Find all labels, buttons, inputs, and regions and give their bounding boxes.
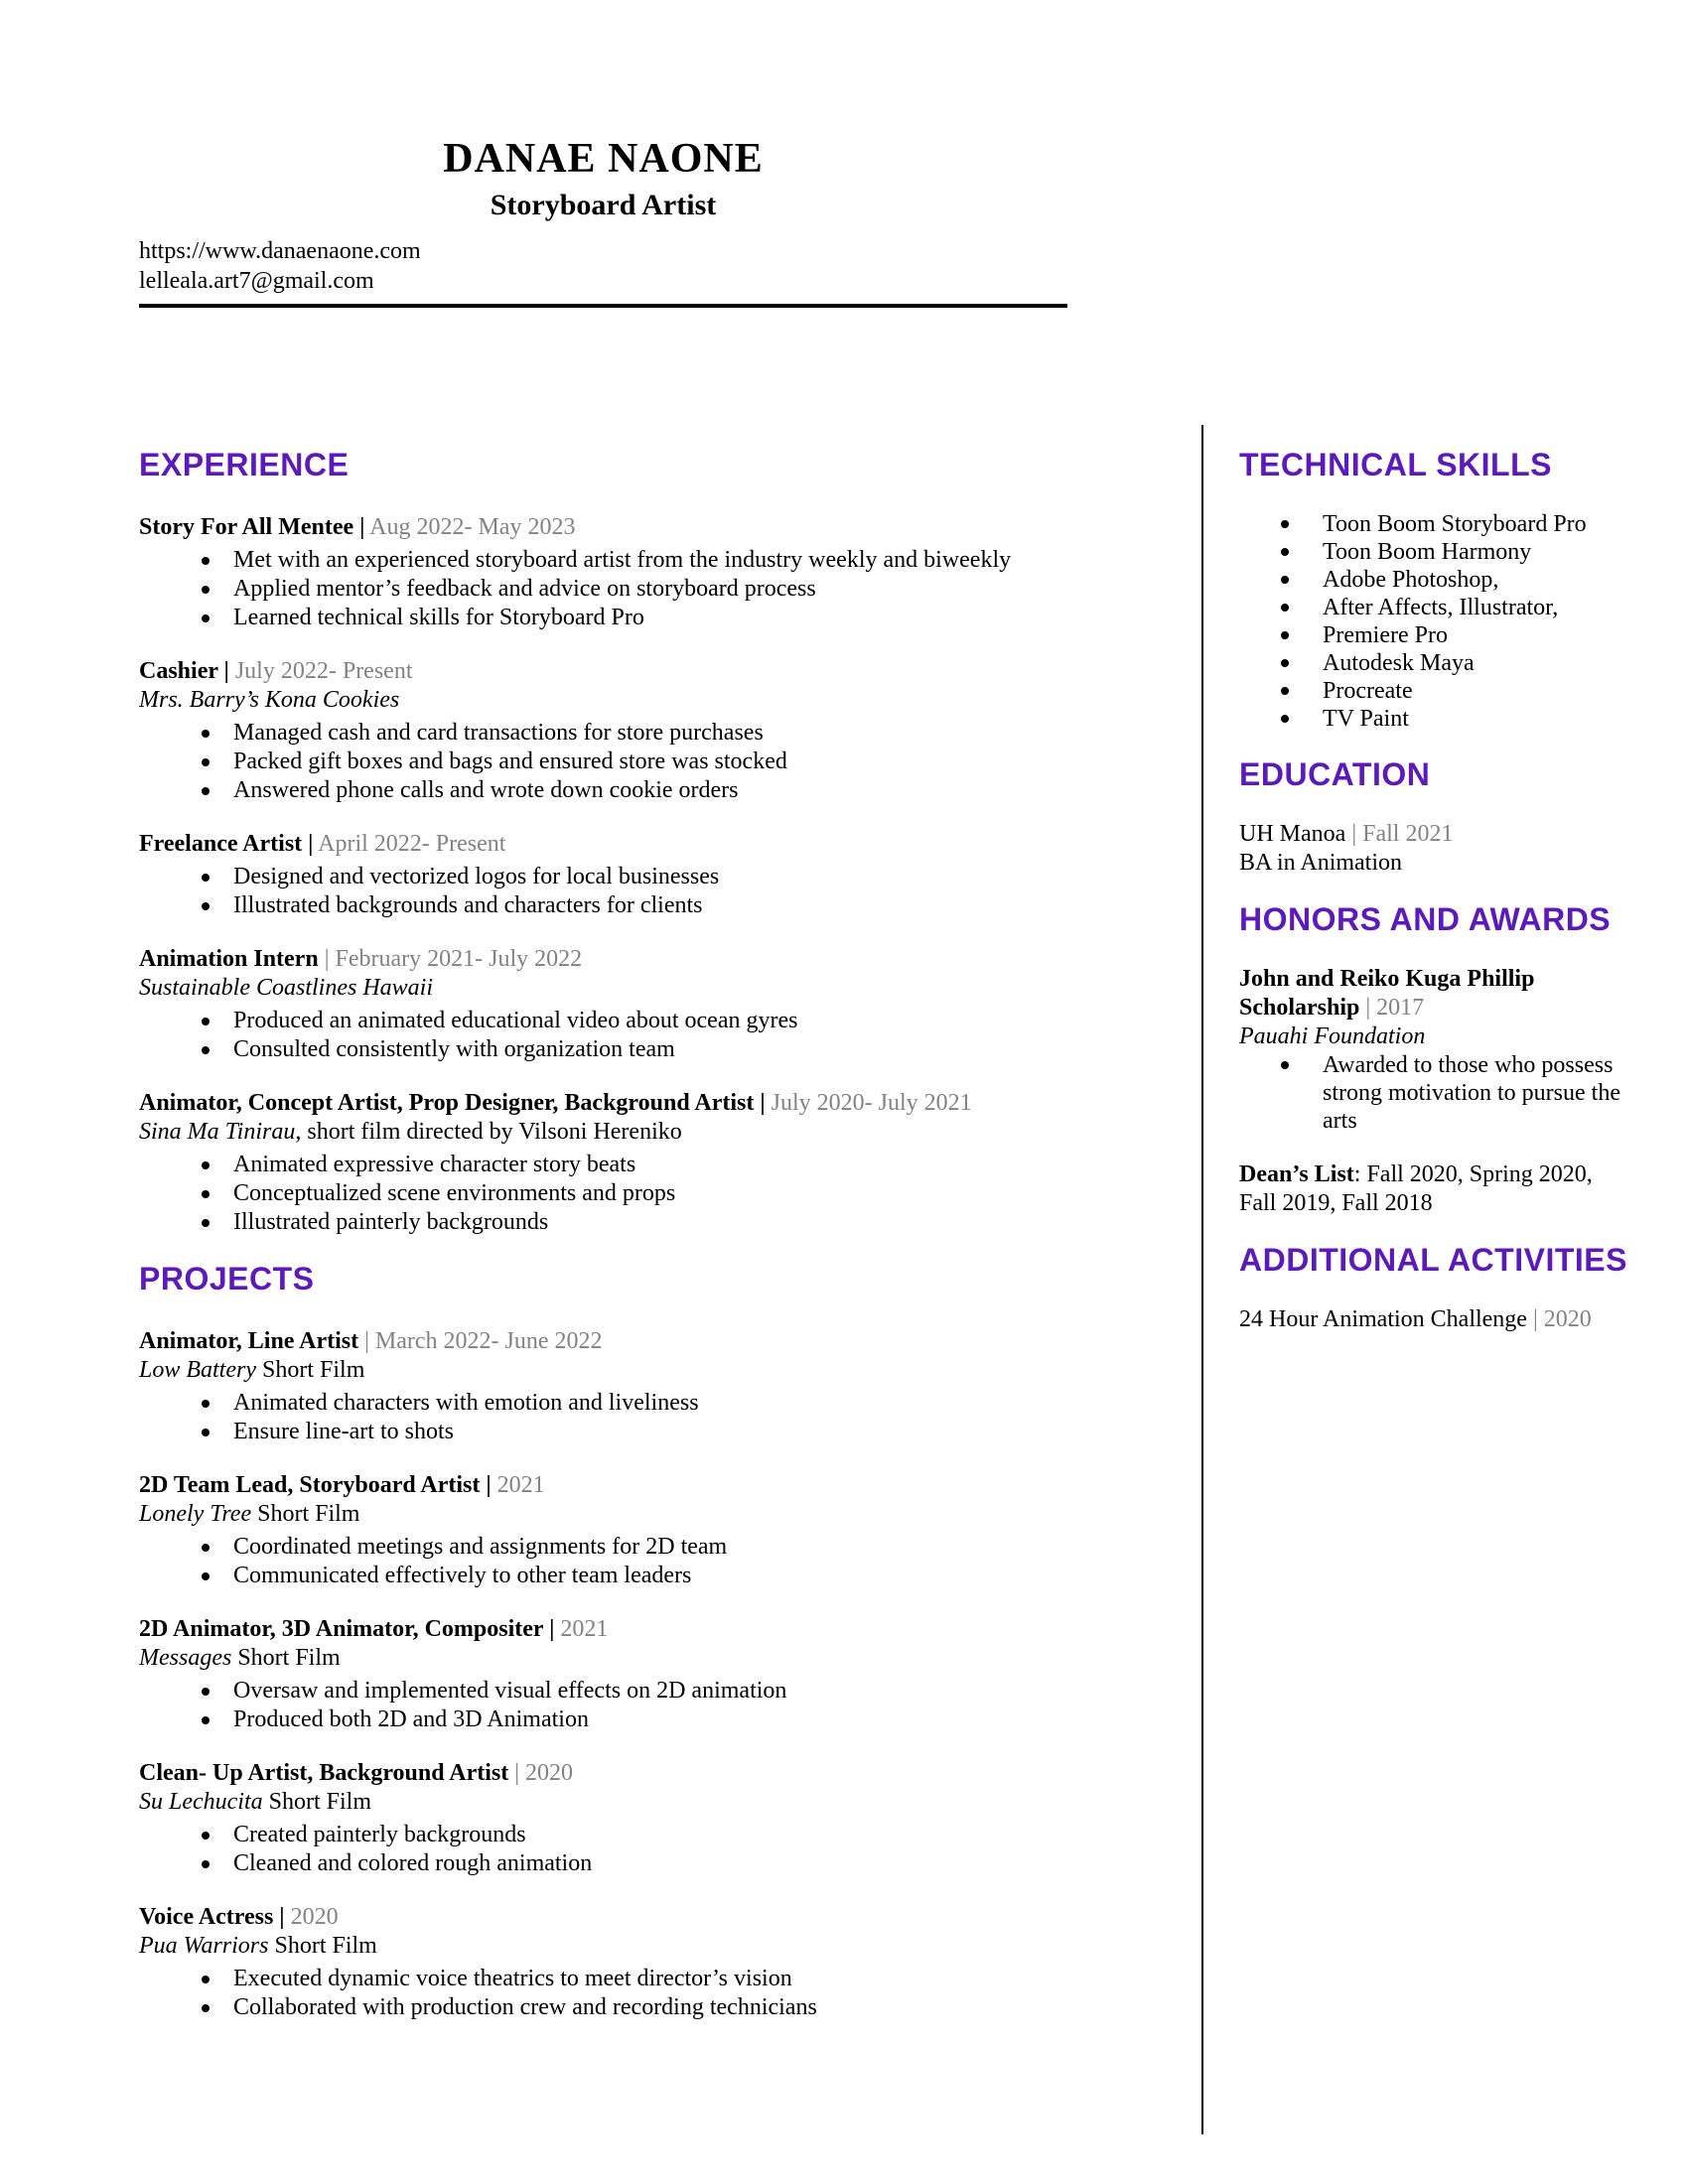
website-link[interactable]: https://www.danaenaone.com <box>139 238 421 264</box>
skill-item: Adobe Photoshop, <box>1239 566 1633 594</box>
entry-title: Animator, Concept Artist, Prop Designer, Background Artist | <box>139 1090 766 1116</box>
additional-activity-date: | 2020 <box>1532 1306 1592 1332</box>
entry-organization <box>139 1644 1157 1673</box>
entry-date: | February 2021- July 2022 <box>324 946 583 972</box>
education-degree: BA in Animation <box>1239 850 1403 876</box>
bullet-item: Ensure line-art to shots <box>139 1418 1157 1446</box>
project-entry <box>139 1902 1157 2022</box>
project-entry <box>139 1614 1157 1734</box>
entry-header <box>139 829 1157 859</box>
award-date: | 2017 <box>1365 995 1425 1021</box>
entry-header <box>139 656 1157 686</box>
candidate-job-title: Storyboard Artist <box>490 189 717 221</box>
entry-organization <box>139 974 1157 1003</box>
project-entry <box>139 1470 1157 1590</box>
skill-item: Premiere Pro <box>1239 621 1633 649</box>
entry-header <box>139 512 1157 542</box>
entry-header <box>139 1088 1157 1118</box>
bullet-list <box>139 546 1157 632</box>
bullet-item: Created painterly backgrounds <box>139 1821 1157 1849</box>
bullet-item: Met with an experienced storyboard artist from the industry weekly and biweekly <box>139 546 1157 575</box>
deans-list-terms: : Fall 2020, Spring 2020, Fall 2019, Fall 2018 <box>1239 1161 1593 1216</box>
bullet-item: Managed cash and card transactions for store purchases <box>139 719 1157 748</box>
entry-organization-name: Sina Ma Tinirau <box>139 1119 296 1145</box>
entry-date: July 2020- July 2021 <box>771 1090 972 1116</box>
bullet-item: Executed dynamic voice theatrics to meet director’s vision <box>139 1965 1157 1993</box>
bullet-item: Animated expressive character story beats <box>139 1151 1157 1179</box>
entry-date: July 2022- Present <box>234 658 413 684</box>
entry-title: Freelance Artist | <box>139 831 314 857</box>
email-link[interactable]: lelleala.art7@gmail.com <box>139 268 374 294</box>
project-entry <box>139 1326 1157 1446</box>
experience-entry <box>139 656 1157 805</box>
bullet-list <box>139 1007 1157 1064</box>
entry-organization-name: Mrs. Barry’s Kona Cookies <box>139 687 400 713</box>
bullet-list <box>139 863 1157 920</box>
entry-header <box>139 1758 1157 1788</box>
award-title-line <box>1239 965 1633 1023</box>
skill-item: After Affects, Illustrator, <box>1239 594 1633 621</box>
entry-title: Voice Actress | <box>139 1904 285 1930</box>
left-column <box>139 425 1201 2134</box>
resume-body <box>139 425 1633 2134</box>
entry-organization-rest: Short Film <box>231 1645 341 1671</box>
technical-skills-heading: TECHNICAL SKILLS <box>1239 447 1552 482</box>
bullet-list <box>139 1533 1157 1590</box>
entry-organization-name: Sustainable Coastlines Hawaii <box>139 975 434 1001</box>
right-column <box>1201 425 1633 2134</box>
bullet-item: Packed gift boxes and bags and ensured store was stocked <box>139 748 1157 776</box>
skill-item: TV Paint <box>1239 705 1633 733</box>
entry-organization-rest: Short Film <box>251 1501 360 1527</box>
bullet-item: Communicated effectively to other team leaders <box>139 1562 1157 1590</box>
bullet-item: Answered phone calls and wrote down cookie orders <box>139 776 1157 805</box>
education-school: UH Manoa <box>1239 821 1346 847</box>
entry-title: 2D Team Lead, Storyboard Artist | <box>139 1472 492 1498</box>
projects-heading: PROJECTS <box>139 1261 315 1297</box>
entry-title: Story For All Mentee | <box>139 514 365 540</box>
bullet-item: Consulted consistently with organization team <box>139 1035 1157 1064</box>
award-organization-name: Pauahi Foundation <box>1239 1024 1426 1049</box>
entry-date: 2021 <box>496 1472 545 1498</box>
entry-organization-rest: , short film directed by Vilsoni Hereniko <box>295 1119 682 1145</box>
award-title: John and Reiko Kuga Phillip Scholarship <box>1239 966 1535 1021</box>
bullet-item: Coordinated meetings and assignments for 2D team <box>139 1533 1157 1562</box>
bullet-list <box>139 1389 1157 1446</box>
entry-date: Aug 2022- May 2023 <box>369 514 576 540</box>
entry-header <box>139 1902 1157 1932</box>
award-organization <box>1239 1023 1633 1051</box>
entry-organization <box>139 1932 1157 1961</box>
entry-organization <box>139 686 1157 715</box>
bullet-item: Produced an animated educational video about ocean gyres <box>139 1007 1157 1035</box>
contact-block <box>139 236 1067 296</box>
skill-item: Procreate <box>1239 677 1633 705</box>
bullet-item: Illustrated backgrounds and characters for clients <box>139 891 1157 920</box>
education-date: | Fall 2021 <box>1351 821 1454 847</box>
bullet-item: Learned technical skills for Storyboard Pro <box>139 604 1157 632</box>
entry-organization-name: Messages <box>139 1645 232 1671</box>
bullet-list <box>139 1821 1157 1878</box>
education-school-line <box>1239 820 1633 849</box>
entry-organization-name: Lonely Tree <box>139 1501 252 1527</box>
skill-item: Autodesk Maya <box>1239 649 1633 677</box>
experience-entry <box>139 829 1157 920</box>
award-bullet-list <box>1239 1051 1633 1135</box>
experience-entry <box>139 944 1157 1064</box>
experience-entry <box>139 1088 1157 1237</box>
skill-item: Toon Boom Storyboard Pro <box>1239 510 1633 538</box>
entry-title: Clean- Up Artist, Background Artist <box>139 1760 509 1786</box>
entry-title: Animation Intern <box>139 946 319 972</box>
bullet-item: Animated characters with emotion and liveliness <box>139 1389 1157 1418</box>
education-heading: EDUCATION <box>1239 756 1431 792</box>
bullet-list <box>139 1151 1157 1237</box>
education-block <box>1239 820 1633 878</box>
deans-list-line <box>1239 1160 1633 1218</box>
deans-list-label: Dean’s List <box>1239 1161 1354 1187</box>
award-block <box>1239 965 1633 1218</box>
skills-list <box>1239 510 1633 733</box>
bullet-item: Collaborated with production crew and recording technicians <box>139 1993 1157 2022</box>
bullet-item: Cleaned and colored rough animation <box>139 1849 1157 1878</box>
bullet-item: Designed and vectorized logos for local businesses <box>139 863 1157 891</box>
honors-heading: HONORS AND AWARDS <box>1239 901 1612 937</box>
project-entry <box>139 1758 1157 1878</box>
entry-title: Cashier | <box>139 658 229 684</box>
experience-entry <box>139 512 1157 632</box>
skill-item: Toon Boom Harmony <box>1239 538 1633 566</box>
additional-activity-line <box>1239 1305 1633 1334</box>
resume-header <box>139 0 1067 308</box>
entry-organization-name: Pua Warriors <box>139 1933 269 1959</box>
entry-title: 2D Animator, 3D Animator, Compositer | <box>139 1616 555 1642</box>
entry-header <box>139 1614 1157 1644</box>
entry-organization <box>139 1500 1157 1529</box>
bullet-item: Awarded to those who possess strong motivation to pursue the arts <box>1239 1051 1633 1135</box>
entry-date: 2021 <box>560 1616 609 1642</box>
entry-organization <box>139 1356 1157 1385</box>
bullet-list <box>139 1677 1157 1734</box>
entry-organization-rest: Short Film <box>256 1357 365 1383</box>
entry-date: | 2020 <box>514 1760 574 1786</box>
additional-activities-heading: ADDITIONAL ACTIVITIES <box>1239 1242 1627 1278</box>
entry-organization-rest: Short Film <box>268 1933 377 1959</box>
entry-organization <box>139 1788 1157 1817</box>
entry-organization <box>139 1118 1157 1147</box>
entry-date: | March 2022- June 2022 <box>364 1328 603 1354</box>
bullet-item: Oversaw and implemented visual effects on 2D animation <box>139 1677 1157 1706</box>
entry-organization-rest: Short Film <box>262 1789 371 1815</box>
entry-date: April 2022- Present <box>318 831 506 857</box>
bullet-item: Conceptualized scene environments and props <box>139 1179 1157 1208</box>
additional-activity: 24 Hour Animation Challenge <box>1239 1306 1527 1332</box>
experience-heading: EXPERIENCE <box>139 447 350 482</box>
entry-header <box>139 1326 1157 1356</box>
bullet-list <box>139 719 1157 805</box>
entry-organization-name: Su Lechucita <box>139 1789 263 1815</box>
bullet-item: Illustrated painterly backgrounds <box>139 1208 1157 1237</box>
candidate-name: DANAE NAONE <box>443 136 764 182</box>
bullet-item: Applied mentor’s feedback and advice on storyboard process <box>139 575 1157 604</box>
entry-header <box>139 944 1157 974</box>
entry-organization-name: Low Battery <box>139 1357 256 1383</box>
entry-title: Animator, Line Artist <box>139 1328 359 1354</box>
entry-date: 2020 <box>290 1904 339 1930</box>
entry-header <box>139 1470 1157 1500</box>
bullet-item: Produced both 2D and 3D Animation <box>139 1706 1157 1734</box>
bullet-list <box>139 1965 1157 2022</box>
